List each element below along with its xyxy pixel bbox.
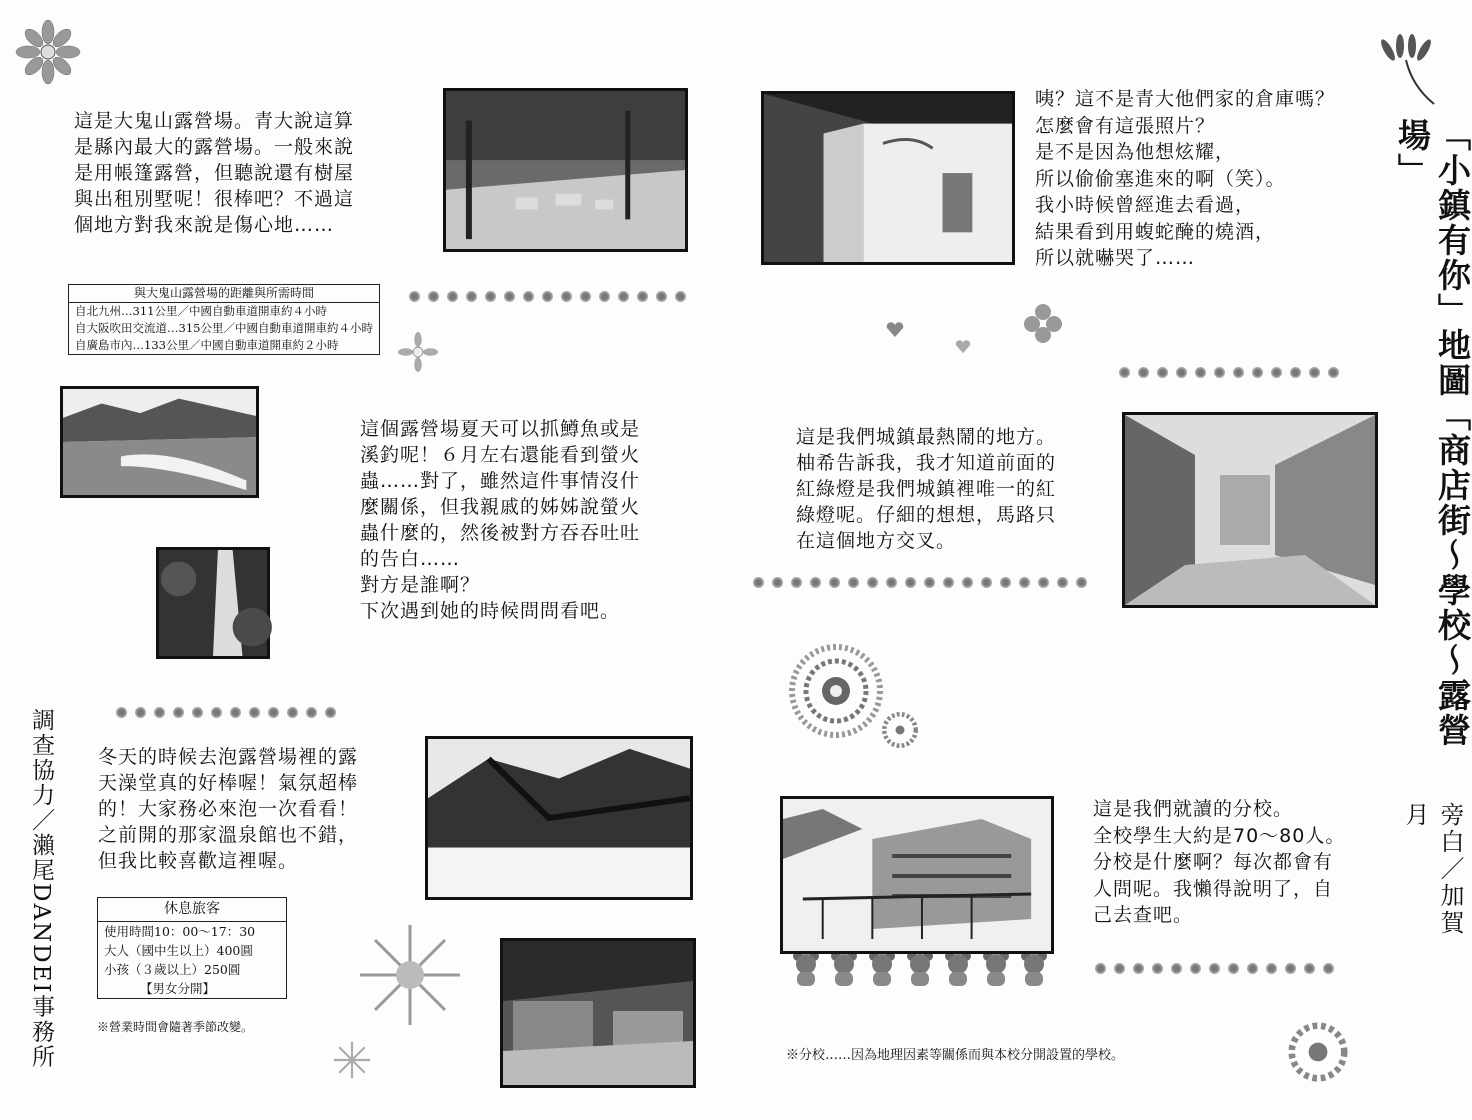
bear-row xyxy=(790,950,1050,988)
heart-icon xyxy=(955,340,971,354)
school-text: 這是我們就讀的分校。 全校學生大約是70～80人。 分校是什麼啊？每次都會有 人問呢。我懶得說明了，自 己去查吧。 xyxy=(1093,798,1346,926)
flower-icon xyxy=(398,332,438,372)
distance-row: 自北九州…311公里／中國自動車道開車約４小時 xyxy=(75,304,327,318)
bath-text: 冬天的時候去泡露營場裡的露 天澡堂真的好棒喔！氣氛超棒 的！大家務必來泡一次看看！ 之前開的那家溫泉館也不錯， 但我比較喜歡這裡喔。 xyxy=(98,746,359,872)
campsite-text: 這是大鬼山露營場。青大說這算 是縣內最大的露營場。一般來說 是用帳篷露營，但聽說還有樹屋 與出租別墅呢！很棒吧？不過這 個地方對我來說是傷心地…… xyxy=(74,110,355,236)
campsite-photo xyxy=(443,88,688,252)
rest-note: ※營業時間會隨著季節改變。 xyxy=(97,1020,254,1034)
waterfall-photo xyxy=(156,547,270,659)
river-text: 這個露營場夏天可以抓鱒魚或是 溪釣呢！６月左右還能看到螢火 蟲……對了，雖然這件事情沒什 麼關係，但我親戚的姊姊說螢火 蟲什麼的，然後被對方吞吞吐吐 的告白…… 對方是誰啊？ 下次遇到她的時候問問看吧。 xyxy=(360,418,641,622)
warehouse-photo xyxy=(761,91,1015,265)
page-title: 「小鎮有你」地圖「商店街～學校～露營場」 xyxy=(1393,118,1472,748)
flower-stem-icon xyxy=(1378,36,1440,108)
bear-icon xyxy=(980,950,1012,988)
dot-divider xyxy=(1118,366,1340,379)
rest-table xyxy=(97,897,287,999)
dot-divider xyxy=(752,576,1088,589)
distance-table xyxy=(68,284,380,355)
bear-icon xyxy=(866,950,898,988)
school-photo xyxy=(780,796,1054,954)
credit: 調查協力／瀨尾DANDEI事務所 xyxy=(28,708,54,1070)
street-photo xyxy=(1122,412,1378,608)
river-photo xyxy=(60,386,259,498)
rest-row: 小孩（３歲以上）250圓 xyxy=(104,962,241,977)
bear-icon xyxy=(942,950,974,988)
rest-table-header: 休息旅客 xyxy=(98,898,286,922)
bath-photo xyxy=(425,736,693,900)
heart-icon xyxy=(886,322,904,338)
bear-icon xyxy=(904,950,936,988)
bear-icon xyxy=(1018,950,1050,988)
dot-divider xyxy=(1094,962,1335,975)
rest-row: 【男女分開】 xyxy=(140,981,216,996)
street-text: 這是我們城鎮最熱鬧的地方。 柚希告訴我，我才知道前面的 紅綠燈是我們城鎮裡唯一的紅 綠燈呢。仔細的想想，馬路只 在這個地方交叉。 xyxy=(796,426,1057,552)
distance-row: 自大阪吹田交流道…315公里／中國自動車道開車約４小時 xyxy=(75,321,373,335)
school-note: ※分校……因為地理因素等關係而與本校分開設置的學校。 xyxy=(786,1048,1125,1063)
lace-flower-icon xyxy=(790,645,882,737)
dot-divider xyxy=(408,290,687,303)
bath-interior-photo xyxy=(500,938,696,1088)
rest-row: 大人（國中生以上）400圓 xyxy=(104,943,253,958)
bear-icon xyxy=(828,950,860,988)
snowflake-icon xyxy=(355,920,465,1030)
rest-row: 使用時間10：00～17：30 xyxy=(104,924,256,939)
warehouse-text: 咦？這不是青大他們家的倉庫嗎？ 怎麼會有這張照片？ 是不是因為他想炫耀， 所以偷偷塞進來的啊（笑）。 我小時候曾經進去看過， 結果看到用蝮蛇醃的燒酒， 所以就嚇哭了…… xyxy=(1035,88,1336,269)
clover-icon xyxy=(1020,300,1066,346)
distance-table-header: 與大鬼山露營場的距離與所需時間 xyxy=(69,285,379,303)
bear-icon xyxy=(790,950,822,988)
snowflake-icon xyxy=(332,1040,372,1080)
flower-icon xyxy=(1288,1022,1348,1082)
narration-credit: 旁白／加賀月 xyxy=(1401,802,1464,937)
distance-row: 自廣島市內…133公里／中國自動車道開車約２小時 xyxy=(75,338,339,352)
flower-icon xyxy=(16,20,80,84)
dot-divider xyxy=(115,706,337,719)
flower-icon xyxy=(882,712,918,748)
